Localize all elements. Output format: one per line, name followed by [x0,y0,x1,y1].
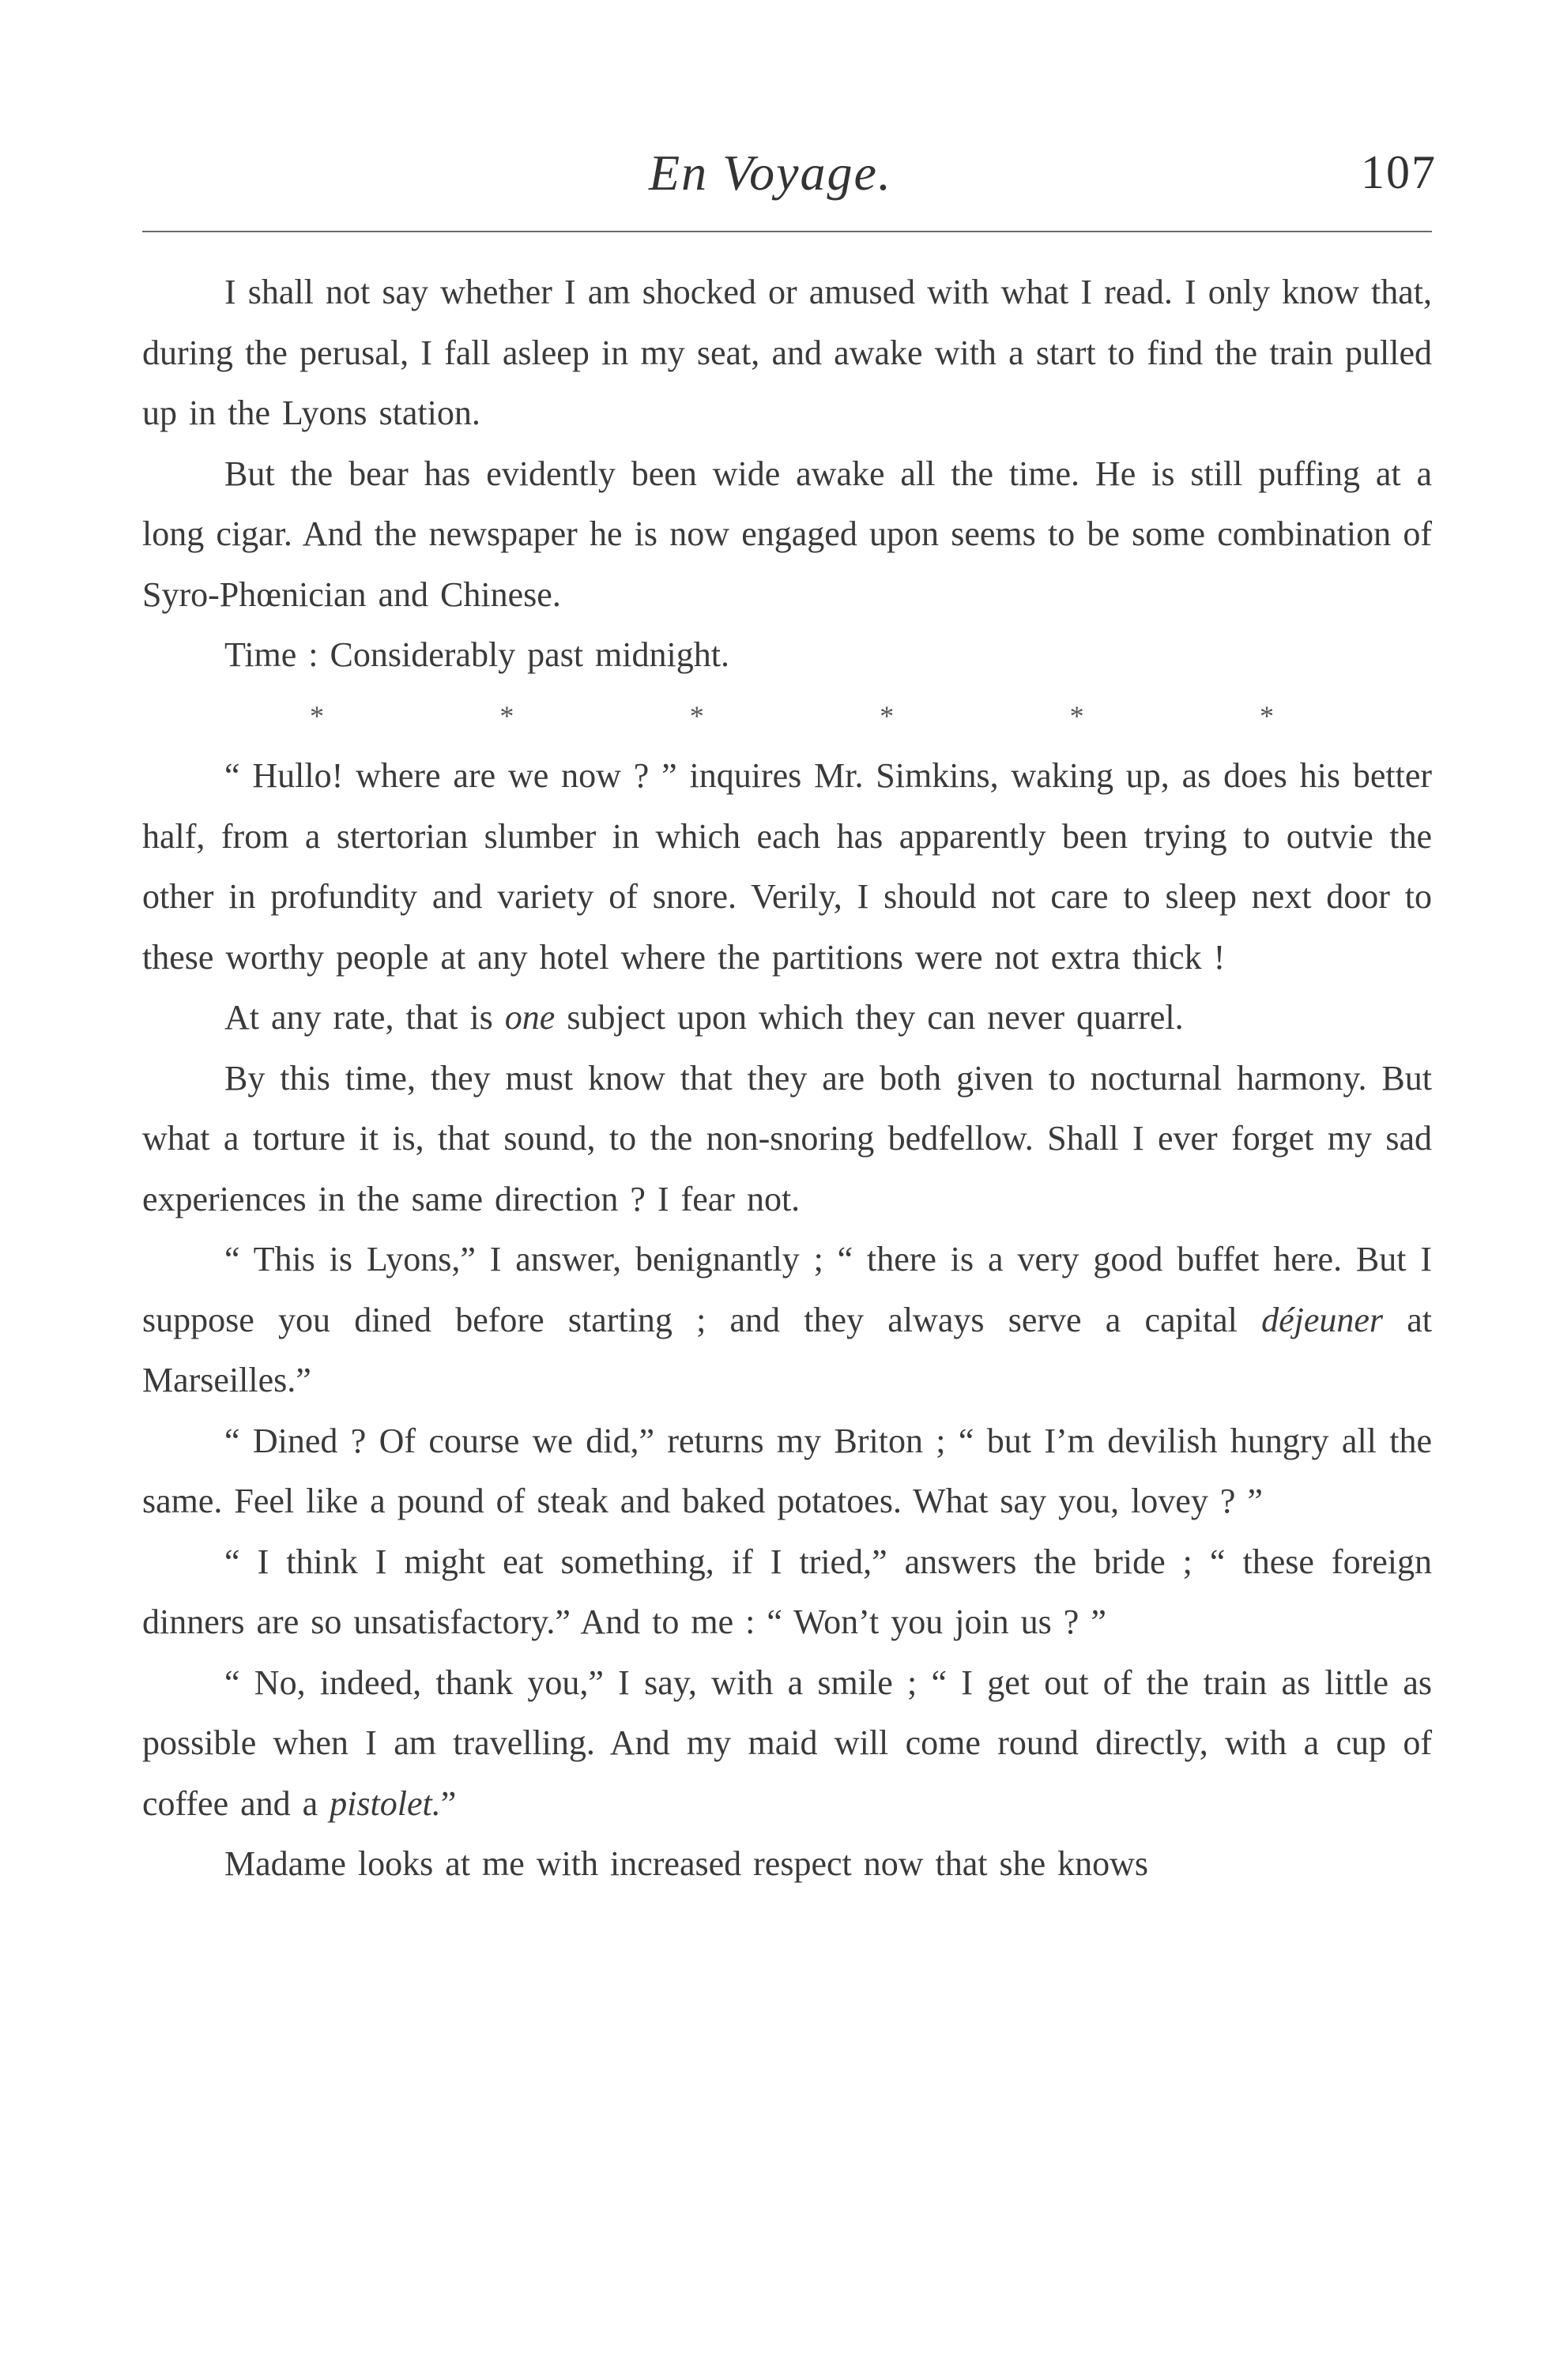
section-separator [310,686,1274,747]
paragraph [142,1653,1432,1835]
paragraph: But the bear has evidently been wide awake all the time. He is still puffing at a long cigar. And the newspaper he is now engaged upon seems to be some combination of Syro-Phœnician and Chinese. [142,454,1432,614]
paragraph: “ Hullo! where are we now ? ” inquires Mr. Simkins, waking up, as does his better half, from a stertorian slumber in which each has apparently been trying to outvie the other in profundity and variety of snore. Verily, I should not care to sleep next door to these worthy people at any hotel where the partitions were not extra thick ! [142,756,1432,977]
running-title: En Voyage. [649,145,892,201]
text-run: subject upon which they can never quarrel. [555,998,1184,1037]
paragraph [142,988,1432,1049]
text-run: “ This is Lyons,” I answer, benignantly ; “ there is a very good buffet here. But I suppose you dined before starting ; and they always serve a capital [142,1240,1432,1339]
text-run: At any rate, that is [224,998,505,1037]
emphasis: pistolet. [330,1783,441,1823]
asterism-mark: * [310,699,324,732]
asterism-mark: * [1069,699,1084,732]
page-number: 107 [1361,146,1437,198]
text-run: ” [440,1783,457,1823]
emphasis: déjeuner [1261,1300,1383,1339]
asterism-mark: * [689,699,704,732]
paragraph: By this time, they must know that they are both given to nocturnal harmony. But what a torture it is, that sound, to the non-snoring bedfellow. Shall I ever forget my sad experiences in the same direction ? I fear not. [142,1058,1432,1218]
paragraph: Madame looks at me with increased respect now that she knows [224,1844,1149,1883]
text-run: at Marseilles.” [142,1300,1432,1399]
paragraph: “ I think I might eat something, if I tried,” answers the bride ; “ these foreign dinners are so unsatisfactory.” And to me : “ Won’t you join us ? ” [142,1542,1432,1641]
paragraph: I shall not say whether I am shocked or amused with what I read. I only know that, during the perusal, I fall asleep in my seat, and awake with a start to find the train pulled up in the Lyons station. [142,273,1432,432]
asterism-mark: * [880,699,895,732]
body-text [142,262,1432,1895]
paragraph: Time : Considerably past midnight. [224,635,729,674]
header-rule [142,231,1432,232]
text-run: “ No, indeed, thank you,” I say, with a smile ; “ I get out of the train as little as possible when I am travelling. And my maid will come round directly, with a cup of coffee and a [142,1663,1432,1823]
asterism-mark: * [1259,699,1274,732]
paragraph [142,1230,1432,1411]
emphasis: one [504,998,556,1037]
asterism-mark: * [499,699,514,732]
paragraph: “ Dined ? Of course we did,” returns my Briton ; “ but I’m devilish hungry all the same. Feel like a pound of steak and baked potatoes. What say you, lovey ? ” [142,1421,1432,1520]
